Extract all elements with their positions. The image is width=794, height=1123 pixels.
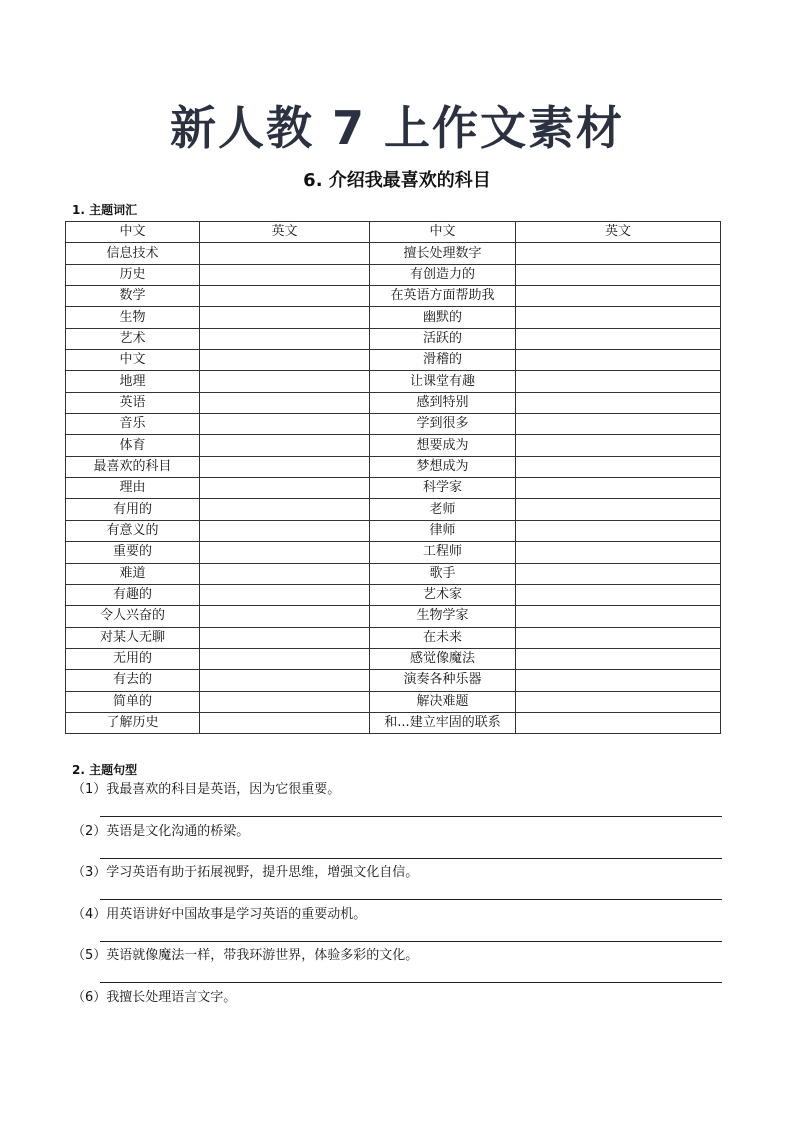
chinese-term-cell: 艺术家	[370, 584, 516, 605]
table-row	[66, 499, 721, 520]
chinese-term-cell: 擅长处理数字	[370, 243, 516, 264]
english-answer-cell[interactable]	[516, 264, 721, 285]
english-answer-cell[interactable]	[200, 392, 370, 413]
document-subtitle: 6. 介绍我最喜欢的科目	[303, 170, 491, 191]
english-answer-cell[interactable]	[516, 328, 721, 349]
vocab-table-body	[66, 243, 721, 734]
table-row	[66, 606, 721, 627]
chinese-term-cell: 简单的	[66, 691, 200, 712]
chinese-term-cell: 有用的	[66, 499, 200, 520]
english-answer-cell[interactable]	[200, 307, 370, 328]
english-answer-cell[interactable]	[516, 435, 721, 456]
chinese-term-cell: 有趣的	[66, 584, 200, 605]
english-answer-cell[interactable]	[516, 712, 721, 733]
english-answer-cell[interactable]	[200, 670, 370, 691]
sentence-text: （5）英语就像魔法一样，带我环游世界，体验多彩的文化。	[72, 948, 419, 964]
answer-line[interactable]	[100, 816, 722, 817]
english-answer-cell[interactable]	[516, 456, 721, 477]
table-row	[66, 286, 721, 307]
chinese-term-cell: 音乐	[66, 414, 200, 435]
sentence-text: （1）我最喜欢的科目是英语，因为它很重要。	[72, 782, 341, 797]
english-answer-cell[interactable]	[516, 691, 721, 712]
chinese-term-cell: 在英语方面帮助我	[370, 286, 516, 307]
table-row	[66, 307, 721, 328]
chinese-term-cell: 令人兴奋的	[66, 606, 200, 627]
chinese-term-cell: 体育	[66, 435, 200, 456]
sentence-text: （2）英语是文化沟通的桥梁。	[72, 823, 250, 839]
table-row	[66, 563, 721, 584]
chinese-term-cell: 英语	[66, 392, 200, 413]
chinese-term-cell: 难道	[66, 563, 200, 584]
vocab-table	[65, 221, 721, 734]
chinese-term-cell: 滑稽的	[370, 350, 516, 371]
table-row	[66, 670, 721, 691]
english-answer-cell[interactable]	[200, 414, 370, 435]
table-row	[66, 414, 721, 435]
chinese-term-cell: 科学家	[370, 478, 516, 499]
answer-line[interactable]	[100, 982, 722, 983]
english-answer-cell[interactable]	[516, 563, 721, 584]
sentence-text: （3）学习英语有助于拓展视野，提升思维，增强文化自信。	[72, 865, 419, 881]
english-answer-cell[interactable]	[200, 520, 370, 541]
chinese-term-cell: 老师	[370, 499, 516, 520]
sentence-item	[72, 863, 722, 905]
english-answer-cell[interactable]	[516, 627, 721, 648]
chinese-term-cell: 在未来	[370, 627, 516, 648]
table-row	[66, 691, 721, 712]
english-answer-cell[interactable]	[200, 243, 370, 264]
table-row	[66, 520, 721, 541]
chinese-term-cell: 历史	[66, 264, 200, 285]
document-title: 新人教 7 上作文素材	[169, 101, 625, 155]
chinese-term-cell: 工程师	[370, 542, 516, 563]
answer-line[interactable]	[100, 941, 722, 942]
sentence-text: （4）用英语讲好中国故事是学习英语的重要动机。	[72, 906, 367, 922]
chinese-term-cell: 生物学家	[370, 606, 516, 627]
english-answer-cell[interactable]	[516, 307, 721, 328]
english-answer-cell[interactable]	[516, 286, 721, 307]
chinese-term-cell: 地理	[66, 371, 200, 392]
english-answer-cell[interactable]	[200, 478, 370, 499]
english-answer-cell[interactable]	[516, 414, 721, 435]
table-row	[66, 392, 721, 413]
chinese-term-cell: 和...建立牢固的联系	[370, 712, 516, 733]
english-answer-cell[interactable]	[516, 499, 721, 520]
sentence-list	[72, 780, 722, 1030]
english-answer-cell[interactable]	[200, 435, 370, 456]
chinese-term-cell: 重要的	[66, 542, 200, 563]
english-answer-cell[interactable]	[516, 478, 721, 499]
chinese-term-cell: 生物	[66, 307, 200, 328]
chinese-term-cell: 歌手	[370, 563, 516, 584]
english-answer-cell[interactable]	[516, 392, 721, 413]
table-row	[66, 584, 721, 605]
table-row	[66, 648, 721, 669]
english-answer-cell[interactable]	[200, 350, 370, 371]
patterns-section-heading: 2. 主题句型	[72, 763, 138, 777]
english-answer-cell[interactable]	[200, 328, 370, 349]
table-row	[66, 712, 721, 733]
answer-line[interactable]	[100, 899, 722, 900]
sentence-item	[72, 988, 722, 1030]
chinese-term-cell: 演奏各种乐器	[370, 670, 516, 691]
header-chinese: 中文	[66, 222, 200, 243]
english-answer-cell[interactable]	[516, 670, 721, 691]
english-answer-cell[interactable]	[516, 606, 721, 627]
english-answer-cell[interactable]	[516, 371, 721, 392]
chinese-term-cell: 信息技术	[66, 243, 200, 264]
english-answer-cell[interactable]	[516, 350, 721, 371]
english-answer-cell[interactable]	[200, 499, 370, 520]
chinese-term-cell: 梦想成为	[370, 456, 516, 477]
chinese-term-cell: 律师	[370, 520, 516, 541]
english-answer-cell[interactable]	[200, 371, 370, 392]
english-answer-cell[interactable]	[200, 563, 370, 584]
chinese-term-cell: 感觉像魔法	[370, 648, 516, 669]
chinese-term-cell: 有意义的	[66, 520, 200, 541]
chinese-term-cell: 解决难题	[370, 691, 516, 712]
english-answer-cell[interactable]	[200, 584, 370, 605]
chinese-term-cell: 对某人无聊	[66, 627, 200, 648]
chinese-term-cell: 无用的	[66, 648, 200, 669]
english-answer-cell[interactable]	[200, 712, 370, 733]
english-answer-cell[interactable]	[516, 542, 721, 563]
chinese-term-cell: 幽默的	[370, 307, 516, 328]
table-row	[66, 350, 721, 371]
english-answer-cell[interactable]	[200, 648, 370, 669]
chinese-term-cell: 学到很多	[370, 414, 516, 435]
table-row	[66, 627, 721, 648]
chinese-term-cell: 艺术	[66, 328, 200, 349]
sentence-item	[72, 905, 722, 947]
english-answer-cell[interactable]	[516, 243, 721, 264]
chinese-term-cell: 让课堂有趣	[370, 371, 516, 392]
sentence-item	[72, 946, 722, 988]
chinese-term-cell: 理由	[66, 478, 200, 499]
header-english: 英文	[200, 222, 370, 243]
sentence-item	[72, 822, 722, 864]
table-row	[66, 435, 721, 456]
chinese-term-cell: 中文	[66, 350, 200, 371]
english-answer-cell[interactable]	[200, 456, 370, 477]
english-answer-cell[interactable]	[516, 584, 721, 605]
english-answer-cell[interactable]	[200, 606, 370, 627]
sentence-text: （6）我擅长处理语言文字。	[72, 989, 237, 1005]
answer-line[interactable]	[100, 858, 722, 859]
vocab-section-heading: 1. 主题词汇	[72, 203, 138, 217]
chinese-term-cell: 了解历史	[66, 712, 200, 733]
header-chinese: 中文	[370, 222, 516, 243]
table-row	[66, 264, 721, 285]
table-row	[66, 478, 721, 499]
table-row	[66, 243, 721, 264]
table-row	[66, 328, 721, 349]
vocab-header-row	[66, 222, 721, 243]
english-answer-cell[interactable]	[516, 648, 721, 669]
english-answer-cell[interactable]	[200, 691, 370, 712]
chinese-term-cell: 数学	[66, 286, 200, 307]
english-answer-cell[interactable]	[200, 627, 370, 648]
chinese-term-cell: 有创造力的	[370, 264, 516, 285]
table-row	[66, 456, 721, 477]
chinese-term-cell: 感到特别	[370, 392, 516, 413]
chinese-term-cell: 有去的	[66, 670, 200, 691]
table-row	[66, 542, 721, 563]
english-answer-cell[interactable]	[200, 264, 370, 285]
chinese-term-cell: 最喜欢的科目	[66, 456, 200, 477]
english-answer-cell[interactable]	[200, 286, 370, 307]
table-row	[66, 371, 721, 392]
sentence-item	[72, 780, 722, 822]
header-english: 英文	[516, 222, 721, 243]
english-answer-cell[interactable]	[200, 542, 370, 563]
chinese-term-cell: 想要成为	[370, 435, 516, 456]
chinese-term-cell: 活跃的	[370, 328, 516, 349]
english-answer-cell[interactable]	[516, 520, 721, 541]
